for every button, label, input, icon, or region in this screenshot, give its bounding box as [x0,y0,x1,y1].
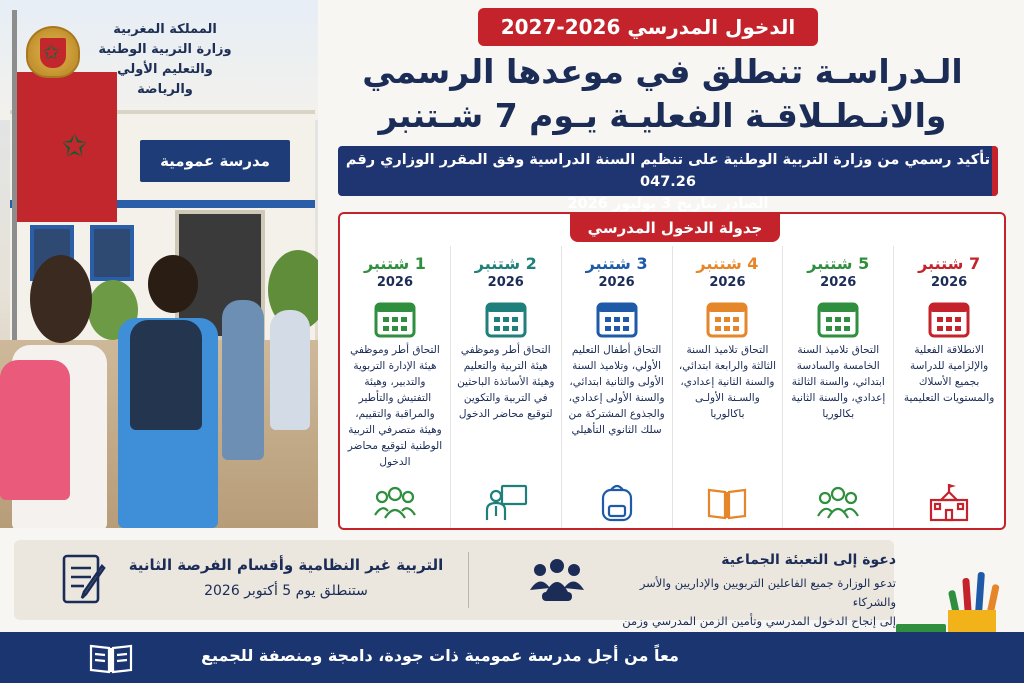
royal-emblem-icon [26,26,80,78]
ministry-name [90,20,240,100]
ministry-line: والتعليم الأولي والرياضة [117,62,213,97]
footer-banner [0,632,1024,683]
calendar-icon [816,298,860,338]
headline [330,50,995,138]
schedule-column [672,246,783,530]
group-icon [816,482,860,522]
column-description: التحاق أطفال التعليم الأولي، وتلاميذ السنة الأولى والثانية ابتدائي، والسنة الأولى إعدادي، والجذوع المشتركة من سلك الثانوي التأهيلي [568,344,665,436]
column-date: 3 شتنبر [585,254,648,273]
open-book-icon [705,482,749,522]
backpack-icon [595,482,639,522]
column-year: 2026 [709,275,746,290]
open-book-icon [88,640,134,676]
confirmation-line: الصادر بتاريخ 3 يوليوز 2026 [567,196,769,212]
footer-slogan: معاً من أجل مدرسة عمومية ذات جودة، دامجة ومنصفة للجميع [201,646,679,665]
emblem-star-icon: ✩ [43,40,60,64]
calendar-icon [927,298,971,338]
mobilization-title: دعوة إلى التعبئة الجماعية [721,552,896,568]
confirmation-line: تأكيد رسمي من وزارة التربية الوطنية على تنظيم السنة الدراسية وفق المقرر الوزاري رقم 047.26 [345,152,991,190]
headline-line: الـدراسـة تنطلق في موعدها الرسمي [362,52,963,91]
mobilization-line: تدعو الوزارة جميع الفاعلين التربويين والإداريين والأسر والشركاء [639,576,896,609]
nonformal-education-date: ستنطلق يوم 5 أكتوبر 2026 [204,583,368,599]
column-year: 2026 [930,275,968,290]
column-date: 7 شتنبر [918,254,981,273]
ministry-line: المملكة المغربية [113,22,217,37]
official-confirmation-banner [338,146,998,212]
school-year-badge: الدخول المدرسي 2026-2027 [478,8,818,46]
column-description: التحاق تلاميذ السنة الثالثة والرابعة ابتدائي، والسنة الثانية إعدادي، والسـنة الأولـى باكالوريا [678,344,777,420]
schedule-column [450,246,561,530]
school-building-icon [927,482,971,522]
calendar-icon [705,298,749,338]
flag-star-icon: ✩ [62,129,88,164]
schedule-column [893,246,1004,530]
schedule-column [782,246,893,530]
calendar-icon [595,298,639,338]
calendar-icon [484,298,528,338]
student-far [222,300,264,460]
schedule-table [338,212,1006,530]
column-description: التحاق أطر وموظفي هيئة التربية والتعليم وهيئة الأساتذة الباحثين في التربية والتكوين لتوقيع محاضر الدخول [457,344,555,420]
column-description: الانطلاقة الفعلية والإلزامية للدراسة بجميع الأسلاك والمستويات التعليمية [903,344,995,404]
teacher-board-icon [484,482,528,522]
nonformal-education-title: التربية غير النظامية وأقسام الفرصة الثانية [128,556,444,574]
column-date: 2 شتنبر [474,254,537,273]
column-year: 2026 [598,275,635,290]
schedule-column [340,246,450,530]
document-pen-icon [60,550,110,608]
column-year: 2026 [487,275,524,290]
ministry-line: وزارة التربية الوطنية [98,42,232,57]
student-far [270,310,310,430]
column-year: 2026 [376,275,414,290]
calendar-icon [373,298,417,338]
headline-line: والانـطـلاقـة الفعليـة يـوم 7 شـتنبر [378,96,947,135]
column-date: 1 شتنبر [363,254,426,273]
schedule-column [561,246,672,530]
section-divider [468,552,469,608]
column-date: 5 شتنبر [807,254,870,273]
navy-backpack [130,320,202,430]
staff-group-icon [373,482,417,522]
building-window [90,225,134,281]
column-description: التحاق تلاميذ السنة الخامسة والسادسة ابتدائي، والسنة الثالثة إعدادي، والسنة الثانية بكالوريا [791,344,886,420]
banner-accent [992,146,998,196]
school-sign: مدرسة عمومية [140,140,290,182]
column-date: 4 شتنبر [696,254,759,273]
student-girl-hair [30,255,92,343]
column-description: التحاق أطر وموظفي هيئة الإدارة التربوية والتدبير، وهيئة التفتيش والتأطير والمراقبة والتقييم، وهيئة متصرفي التربية الوطنية لتوقيع محاضر الدخول [347,344,443,468]
schedule-columns [340,246,1004,530]
mobilization-line: إلى إنجاح الدخول المدرسي وتأمين الزمن المدرسي وزمن [622,614,896,628]
column-year: 2026 [820,275,857,290]
community-handshake-icon [528,556,586,606]
student-boy-head [148,255,198,313]
pink-backpack [0,360,70,500]
schedule-title: جدولة الدخول المدرسي [570,214,780,242]
